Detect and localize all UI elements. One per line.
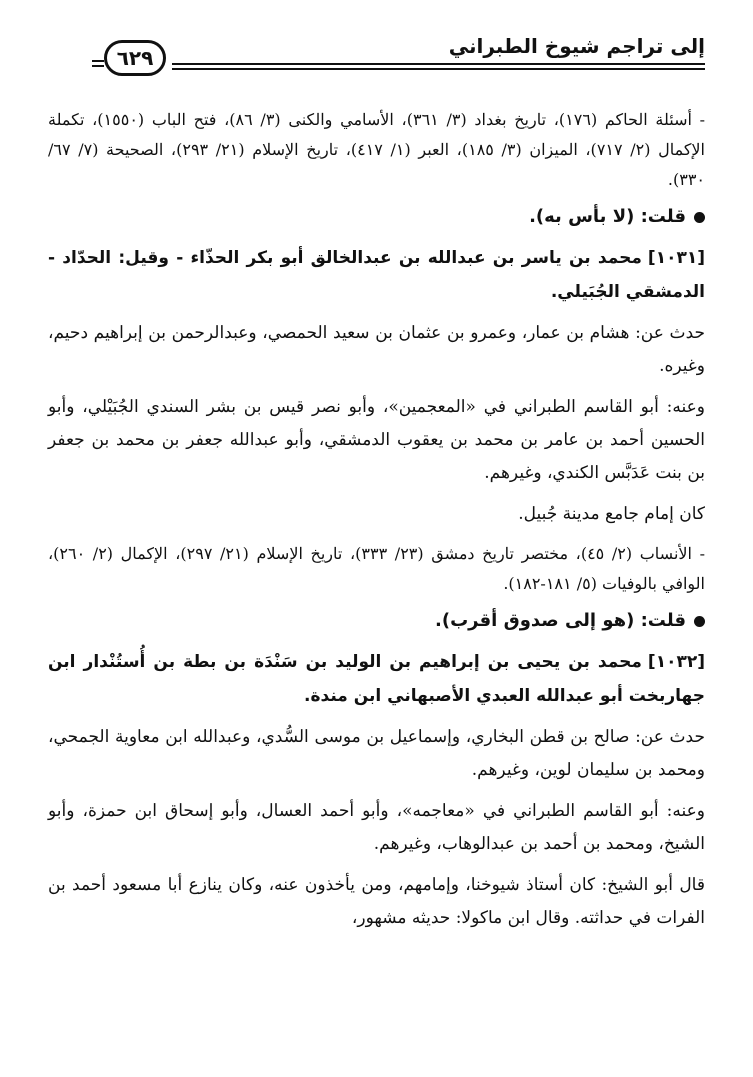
entry-heading: [١٠٣٢]محمد بن يحيى بن إبراهيم بن الوليد بن سَنْدَة بن بطة بن أُستُنْدار ابن جهاربخت أبو عبدالله العبدي الأصبهاني ابن مندة. xyxy=(48,652,705,706)
header-bars xyxy=(92,60,104,70)
entry-number: [١٠٣٢] xyxy=(647,652,705,672)
sources-note: - أسئلة الحاكم (١٧٦)، تاريخ بغداد (٣/ ٣٦١)، الأسامي والكنى (٣/ ٨٦)، فتح الباب (١٥٥٠)، تكملة الإكمال (٢/ ٧١٧)، الميزان (٣/ ١٨٥)، العبر (١/ ٤١٧)، تاريخ الإسلام (٢١/ ٢٩٣)، الصحيحة (٧/ ٦٧/ ٣٣٠). xyxy=(48,110,706,189)
paragraph: وعنه: أبو القاسم الطبراني في «معاجمه»، وأبو أحمد العسال، وأبو إسحاق ابن حمزة، وأبو الشيخ، ومحمد بن أحمد بن عبدالوهاب، وغيرهم. xyxy=(48,801,705,854)
sources-note: - الأنساب (٢/ ٤٥)، مختصر تاريخ دمشق (٢٣/ ٣٣٣)، تاريخ الإسلام (٢١/ ٢٩٧)، الإكمال (٢/ ٢٦٠)، الوافي بالوفيات (٥/ ١٨١-١٨٢). xyxy=(48,544,705,593)
verdict-line: قلت: (لا بأس به). xyxy=(48,201,705,233)
entry-number: [١٠٣١] xyxy=(647,248,705,268)
page-content xyxy=(48,105,705,943)
paragraph: حدث عن: صالح بن قطن البخاري، وإسماعيل بن موسى السُّدي، وعبدالله ابن معاوية الجمحي، ومحمد بن سليمان لوين، وغيرهم. xyxy=(48,727,705,780)
bullet-icon xyxy=(694,616,705,627)
bullet-icon xyxy=(694,212,705,223)
paragraph: كان إمام جامع مدينة جُبيل. xyxy=(518,504,705,524)
paragraph: وعنه: أبو القاسم الطبراني في «المعجمين»، وأبو نصر قيس بن بشر السندي الجُبَيْلي، وأبو الحسين أحمد بن عامر بن محمد بن يعقوب الدمشقي، وأبو عبدالله جعفر بن محمد بن جعفر بن بنت عَدَبَّس الكندي، وغيرهم. xyxy=(48,397,705,483)
header-rule xyxy=(172,63,705,65)
entry-heading: [١٠٣١]محمد بن ياسر بن عبدالله بن عبدالخالق أبو بكر الحذّاء - وقيل: الحدّاد - الدمشقي الجُبَيلي. xyxy=(48,248,705,302)
running-title: إلى تراجم شيوخ الطبراني xyxy=(448,34,705,58)
verdict-line: قلت: (هو إلى صدوق أقرب). xyxy=(48,605,705,637)
header-rule xyxy=(172,68,705,70)
page-number: ٦٢٩ xyxy=(104,40,166,76)
page-header xyxy=(92,30,705,78)
paragraph: حدث عن: هشام بن عمار، وعمرو بن عثمان بن سعيد الحمصي، وعبدالرحمن بن إبراهيم دحيم، وغيره. xyxy=(48,323,705,376)
paragraph: قال أبو الشيخ: كان أستاذ شيوخنا، وإمامهم، ومن يأخذون عنه، وكان ينازع أبا مسعود أحمد بن الفرات في حداثته. وقال ابن ماكولا: حديثه مشهور، xyxy=(48,875,705,928)
